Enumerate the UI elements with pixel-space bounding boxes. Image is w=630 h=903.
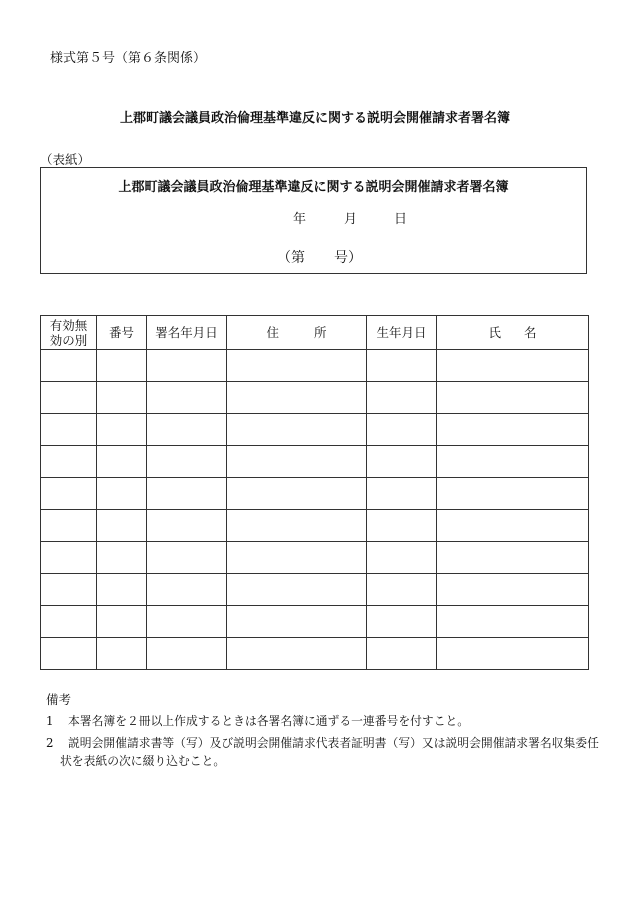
birth-date-cell[interactable] xyxy=(367,510,437,542)
header-number: 番号 xyxy=(97,316,147,350)
number-cell[interactable] xyxy=(97,478,147,510)
table-row xyxy=(41,382,589,414)
address-cell[interactable] xyxy=(227,446,367,478)
validity-cell[interactable] xyxy=(41,574,97,606)
number-close: 号） xyxy=(334,250,362,266)
table-row xyxy=(41,638,589,670)
validity-cell[interactable] xyxy=(41,382,97,414)
address-cell[interactable] xyxy=(227,574,367,606)
birth-date-cell[interactable] xyxy=(367,638,437,670)
name-cell[interactable] xyxy=(437,510,589,542)
number-cell[interactable] xyxy=(97,510,147,542)
cover-title: 上郡町議会議員政治倫理基準違反に関する説明会開催請求者署名簿 xyxy=(118,180,509,195)
signed-date-cell[interactable] xyxy=(147,382,227,414)
number-cell[interactable] xyxy=(97,446,147,478)
address-cell[interactable] xyxy=(227,414,367,446)
table-row xyxy=(41,510,589,542)
notes-title: 備考 xyxy=(46,692,72,707)
validity-cell[interactable] xyxy=(41,542,97,574)
address-cell[interactable] xyxy=(227,350,367,382)
address-cell[interactable] xyxy=(227,606,367,638)
table-row xyxy=(41,350,589,382)
validity-cell[interactable] xyxy=(41,446,97,478)
name-cell[interactable] xyxy=(437,446,589,478)
name-cell[interactable] xyxy=(437,478,589,510)
birth-date-cell[interactable] xyxy=(367,414,437,446)
number-cell[interactable] xyxy=(97,382,147,414)
signed-date-cell[interactable] xyxy=(147,574,227,606)
note-item-1: 1 本署名簿を２冊以上作成するときは各署名簿に通ずる一連番号を付すこと。 xyxy=(46,714,470,728)
table-row xyxy=(41,606,589,638)
birth-date-cell[interactable] xyxy=(367,446,437,478)
cover-label: （表紙） xyxy=(40,152,91,167)
birth-date-cell[interactable] xyxy=(367,478,437,510)
signed-date-cell[interactable] xyxy=(147,414,227,446)
name-cell[interactable] xyxy=(437,350,589,382)
header-signed-date: 署名年月日 xyxy=(147,316,227,350)
name-cell[interactable] xyxy=(437,638,589,670)
table-row xyxy=(41,542,589,574)
birth-date-cell[interactable] xyxy=(367,606,437,638)
signed-date-cell[interactable] xyxy=(147,350,227,382)
signed-date-cell[interactable] xyxy=(147,510,227,542)
birth-date-cell[interactable] xyxy=(367,382,437,414)
validity-cell[interactable] xyxy=(41,606,97,638)
name-cell[interactable] xyxy=(437,414,589,446)
address-cell[interactable] xyxy=(227,510,367,542)
validity-cell[interactable] xyxy=(41,638,97,670)
birth-date-cell[interactable] xyxy=(367,542,437,574)
header-name: 氏 名 xyxy=(437,316,589,350)
number-cell[interactable] xyxy=(97,606,147,638)
number-cell[interactable] xyxy=(97,350,147,382)
header-address: 住 所 xyxy=(227,316,367,350)
number-open: （第 xyxy=(277,250,305,266)
table-row xyxy=(41,478,589,510)
signed-date-cell[interactable] xyxy=(147,638,227,670)
signature-table xyxy=(40,315,589,670)
validity-cell[interactable] xyxy=(41,350,97,382)
name-cell[interactable] xyxy=(437,606,589,638)
cover-box xyxy=(40,167,587,274)
table-row xyxy=(41,414,589,446)
table-row xyxy=(41,446,589,478)
signed-date-cell[interactable] xyxy=(147,606,227,638)
address-cell[interactable] xyxy=(227,478,367,510)
note-item-2: 2 説明会開催請求書等（写）及び説明会開催請求代表者証明書（写）又は説明会開催請求署名収集委任 xyxy=(46,736,599,750)
name-cell[interactable] xyxy=(437,542,589,574)
address-cell[interactable] xyxy=(227,542,367,574)
date-year-label: 年 xyxy=(293,212,307,227)
signed-date-cell[interactable] xyxy=(147,446,227,478)
birth-date-cell[interactable] xyxy=(367,574,437,606)
number-cell[interactable] xyxy=(97,574,147,606)
form-number: 様式第５号（第６条関係） xyxy=(50,51,207,66)
date-day-label: 日 xyxy=(394,212,408,227)
signed-date-cell[interactable] xyxy=(147,542,227,574)
table-header-row xyxy=(41,316,589,350)
validity-cell[interactable] xyxy=(41,414,97,446)
table-row xyxy=(41,574,589,606)
header-validity: 有効無 効の別 xyxy=(41,316,97,350)
date-month-label: 月 xyxy=(344,212,358,227)
validity-cell[interactable] xyxy=(41,478,97,510)
signed-date-cell[interactable] xyxy=(147,478,227,510)
number-cell[interactable] xyxy=(97,542,147,574)
header-birth-date: 生年月日 xyxy=(367,316,437,350)
number-cell[interactable] xyxy=(97,414,147,446)
name-cell[interactable] xyxy=(437,382,589,414)
name-cell[interactable] xyxy=(437,574,589,606)
document-title: 上郡町議会議員政治倫理基準違反に関する説明会開催請求者署名簿 xyxy=(119,111,510,126)
validity-cell[interactable] xyxy=(41,510,97,542)
address-cell[interactable] xyxy=(227,638,367,670)
birth-date-cell[interactable] xyxy=(367,350,437,382)
address-cell[interactable] xyxy=(227,382,367,414)
note-item-2-continuation: 状を表紙の次に綴り込むこと。 xyxy=(60,754,226,768)
number-cell[interactable] xyxy=(97,638,147,670)
